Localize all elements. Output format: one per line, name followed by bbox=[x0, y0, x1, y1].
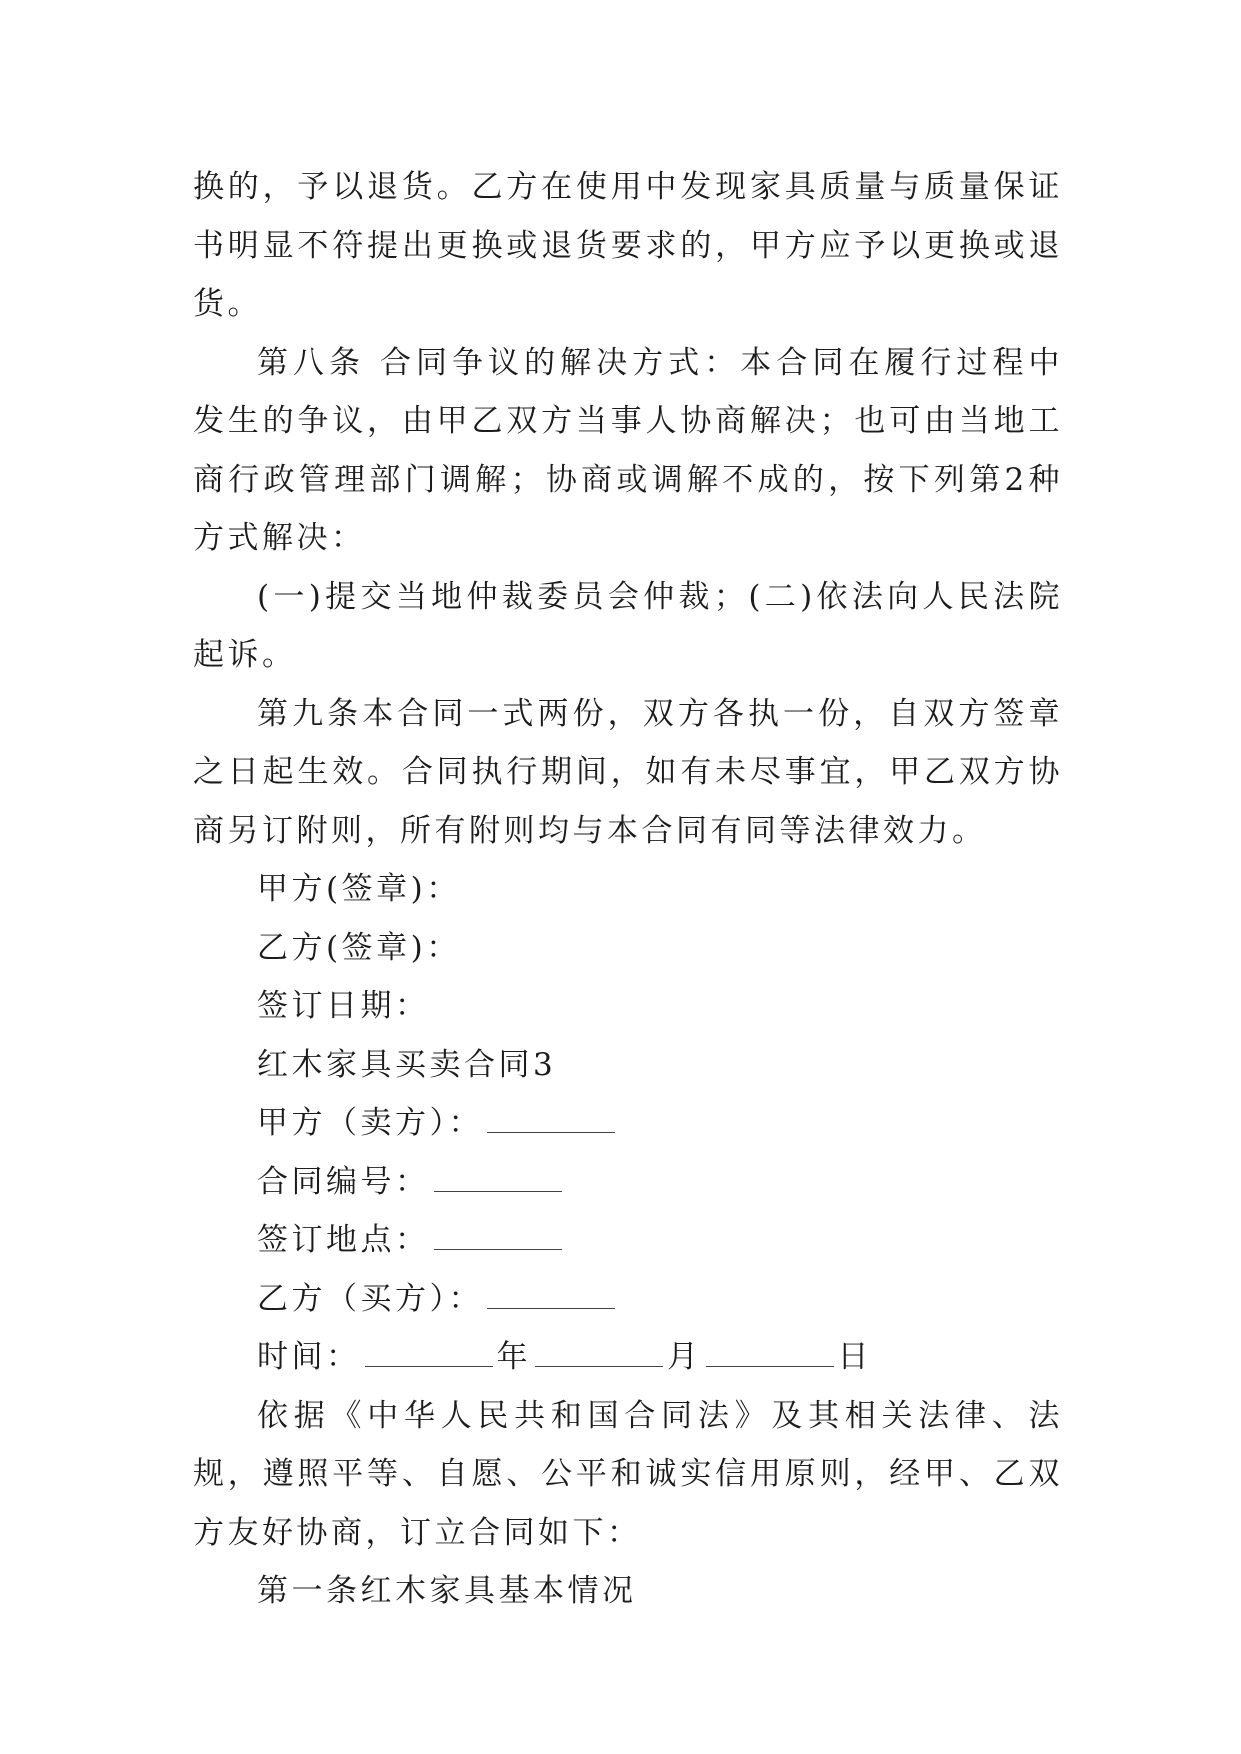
time-label: 时间： bbox=[257, 1339, 361, 1375]
paragraph-article-9: 第九条本合同一式两份，双方各执一份，自双方签章之日起生效。合同执行期间，如有未尽事宜，甲乙双方协商另订附则，所有附则均与本合同有同等法律效力。 bbox=[193, 695, 1063, 849]
sign-place-line bbox=[193, 1211, 1063, 1270]
year-label: 年 bbox=[496, 1339, 531, 1375]
paragraph-legal-basis: 依据《中华人民共和国合同法》及其相关法律、法规，遵照平等、自愿、公平和诚实信用原则，经甲、乙双方友好协商，订立合同如下： bbox=[193, 1397, 1063, 1551]
article-1-heading: 第一条红木家具基本情况 bbox=[257, 1573, 637, 1609]
year-blank bbox=[365, 1365, 493, 1367]
sign-place-label: 签订地点： bbox=[257, 1222, 430, 1258]
paragraph-article-8: 第八条 合同争议的解决方式：本合同在履行过程中发生的争议，由甲乙双方当事人协商解决；也可由当地工商行政管理部门调解；协商或调解不成的，按下列第2种方式解决： bbox=[193, 344, 1063, 556]
contract-number-blank bbox=[434, 1190, 562, 1192]
buyer-blank bbox=[487, 1307, 615, 1309]
paragraph-return-terms: 换的，予以退货。乙方在使用中发现家具质量与质量保证书明显不符提出更换或退货要求的，甲方应予以更换或退货。 bbox=[193, 169, 1063, 322]
sign-date-line: 签订日期： bbox=[257, 988, 430, 1024]
contract-title: 红木家具买卖合同3 bbox=[257, 1046, 557, 1083]
party-b-signature-line: 乙方(签章)： bbox=[257, 929, 461, 966]
seller-label: 甲方（卖方）： bbox=[257, 1105, 483, 1141]
contract-number-label: 合同编号： bbox=[257, 1163, 430, 1200]
contract-number-line bbox=[193, 1153, 1063, 1212]
sign-place-blank bbox=[434, 1248, 562, 1250]
day-label: 日 bbox=[837, 1339, 872, 1375]
month-label: 月 bbox=[667, 1339, 702, 1375]
paragraph-dispute-options: (一)提交当地仲裁委员会仲裁；(二)依法向人民法院起诉。 bbox=[193, 578, 1063, 673]
contract-body bbox=[193, 158, 1063, 1621]
party-a-signature-line: 甲方(签章)： bbox=[257, 871, 461, 907]
seller-blank bbox=[487, 1131, 615, 1133]
day-blank bbox=[706, 1365, 834, 1367]
seller-line bbox=[193, 1094, 1063, 1153]
buyer-label: 乙方（买方）： bbox=[257, 1280, 483, 1317]
month-blank bbox=[535, 1365, 663, 1367]
buyer-line bbox=[193, 1270, 1063, 1329]
time-line bbox=[193, 1328, 1063, 1387]
